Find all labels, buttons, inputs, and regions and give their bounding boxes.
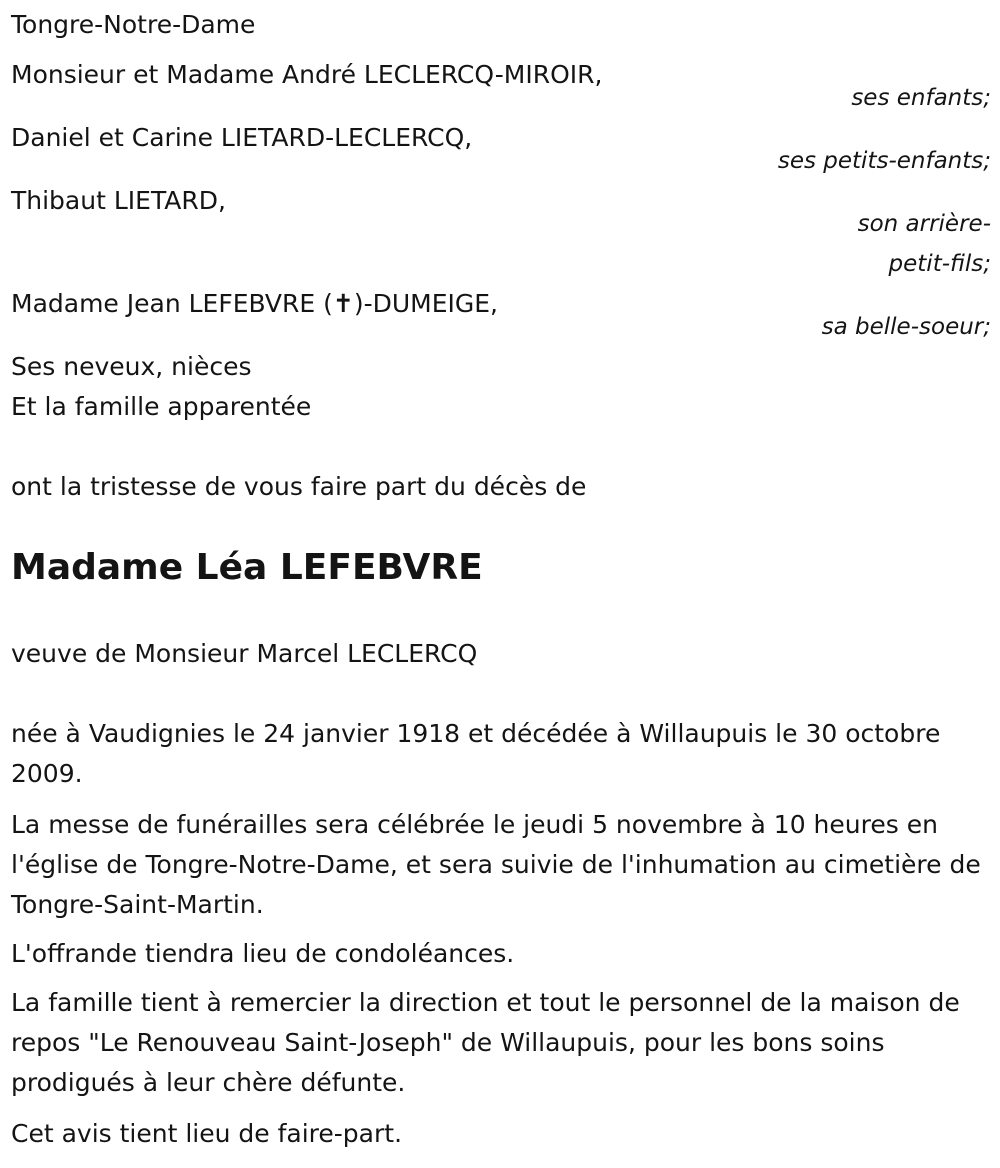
relatives-nephews: Ses neveux, nièces (11, 352, 252, 381)
relation-great-grandson-line2: petit-fils; (888, 251, 991, 277)
spouse-line: veuve de Monsieur Marcel LECLERCQ (11, 639, 478, 668)
relation-grandchildren: ses petits-enfants; (777, 148, 991, 174)
family-name-sister-in-law: Madame Jean LEFEBVRE (✝)-DUMEIGE, (11, 289, 498, 318)
location: Tongre-Notre-Dame (11, 10, 256, 39)
family-name-great-grandson: Thibaut LIETARD, (11, 186, 226, 215)
family-name-grandchildren: Daniel et Carine LIETARD-LECLERCQ, (11, 123, 473, 152)
offering-paragraph: L'offrande tiendra lieu de condoléances. (11, 939, 515, 968)
relatives-family: Et la famille apparentée (11, 392, 312, 421)
relation-sister-in-law: sa belle-soeur; (821, 314, 991, 340)
funeral-paragraph: La messe de funérailles sera célébrée le jeudi 5 novembre à 10 heures en l'église de Tongre-Notre-Dame, et sera suivie de l'inhumation au cimetière de Tongre-Saint-Martin. (11, 810, 981, 919)
announcement: ont la tristesse de vous faire part du décès de (11, 472, 587, 501)
family-name-children: Monsieur et Madame André LECLERCQ-MIROIR, (11, 60, 603, 89)
thanks-paragraph: La famille tient à remercier la direction et tout le personnel de la maison de repos "Le Renouveau Saint-Joseph" de Willaupuis, pour les bons soins prodigués à leur chère défunte. (11, 988, 960, 1097)
relation-children: ses enfants; (851, 85, 991, 111)
relation-great-grandson-line1: son arrière- (857, 211, 991, 237)
birth-death-paragraph: née à Vaudignies le 24 janvier 1918 et décédée à Willaupuis le 30 octobre 2009. (11, 719, 941, 788)
closing-line: Cet avis tient lieu de faire-part. (11, 1119, 403, 1148)
deceased-name: Madame Léa LEFEBVRE (11, 547, 483, 588)
